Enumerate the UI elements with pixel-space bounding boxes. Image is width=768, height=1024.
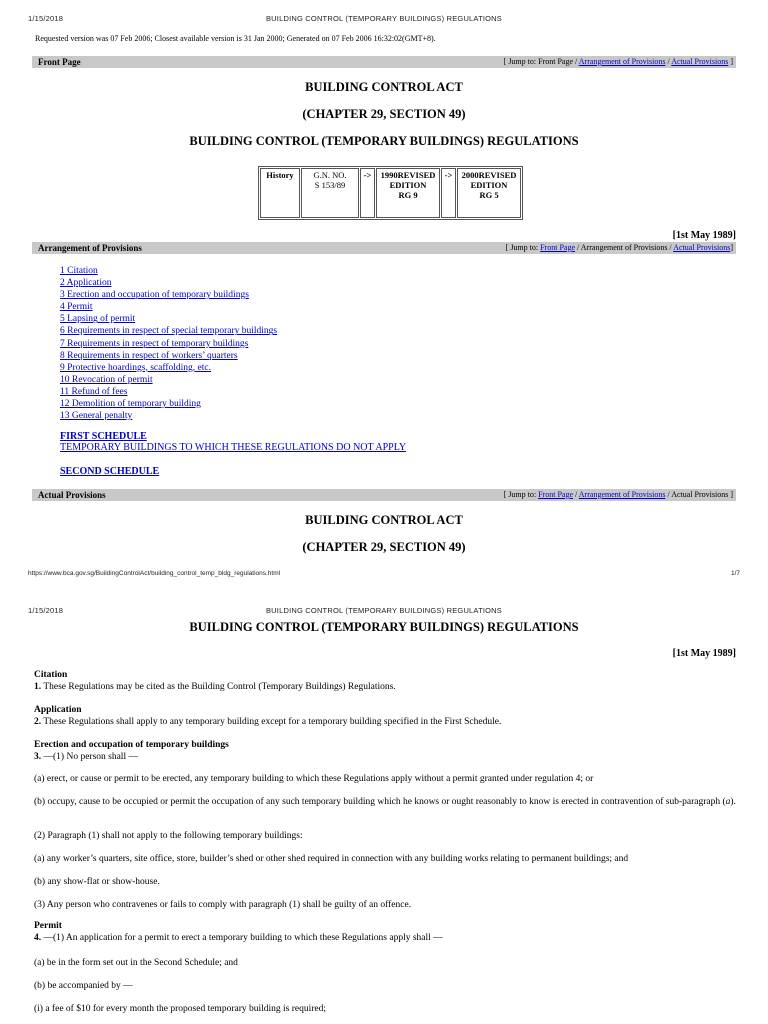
jump-text: [ Jump to: Front Page / (503, 57, 579, 66)
link-front-page[interactable]: Front Page (540, 243, 575, 252)
first-schedule-link[interactable]: FIRST SCHEDULE (60, 431, 147, 442)
toc-link-citation[interactable]: 1 Citation (60, 266, 98, 276)
arrangement-label: Arrangement of Provisions (38, 243, 142, 253)
clause-4-1-b: (b) be accompanied by — (34, 981, 133, 991)
jump-nav (504, 56, 733, 68)
edition-2000-cell (457, 168, 521, 218)
section-heading: Permit (34, 921, 62, 931)
toc-link-hoardings[interactable]: 9 Protective hoardings, scaffolding, etc. (60, 362, 211, 373)
ed1990-line1: 1990REVISED (380, 170, 436, 180)
jump-nav (506, 242, 733, 254)
section-text (34, 717, 736, 729)
section-number: 1. (34, 681, 42, 692)
footer-page-number: 1/7 (730, 570, 740, 577)
footer-url: https://www.bca.gov.sg/BuildingControlAct/building_control_temp_bldg_regulations.html (28, 570, 281, 577)
section-heading: Application (34, 705, 82, 715)
header-title: BUILDING CONTROL (TEMPORARY BUILDINGS) REGULATIONS (265, 14, 502, 23)
toc-link-erection[interactable]: 3 Erection and occupation of temporary buildings (60, 290, 249, 301)
second-schedule-link[interactable]: SECOND SCHEDULE (60, 466, 160, 477)
gn-line2: S 153/89 (314, 180, 346, 190)
jump-sep: / (573, 490, 579, 499)
jump-end: ] (728, 57, 733, 66)
clause-3-2-a: (a) any worker’s quarters, site office, store, builder’s shed or other shed required in connection with any building works relating to permanent buildings; and (34, 854, 629, 864)
section-body: These Regulations shall apply to any temporary building except for a temporary building specified in the First Schedule. (41, 716, 502, 727)
clause-4-1-b-i: (i) a fee of $10 for every month the proposed temporary building is required; (34, 1004, 327, 1014)
ed1990-line3: RG 9 (398, 190, 418, 200)
version-note: Requested version was 07 Feb 2006; Closest available version is 31 Jan 2000; Generated on 07 Feb 2006 16:32:02(GMT+8). (35, 34, 436, 43)
toc-link-demolition[interactable]: 12 Demolition of temporary building (60, 399, 201, 410)
provisions-list (60, 265, 277, 422)
jump-mid: / Arrangement of Provisions / (575, 243, 674, 252)
jump-text: [ Jump to: (505, 243, 541, 252)
clause-text: ). (730, 797, 736, 807)
history-label: History (260, 168, 300, 218)
clause-text: (b) occupy, cause to be occupied or permit the occupation of any such temporary building which he knows or ought reasonably to know is erected in contravention of sub-paragraph ( (34, 797, 726, 807)
arrow-cell: -> (441, 168, 456, 218)
act-title: BUILDING CONTROL ACT (305, 80, 463, 94)
link-actual-provisions[interactable]: Actual Provisions (673, 243, 731, 252)
section-text (34, 933, 736, 945)
chapter-line: (CHAPTER 29, SECTION 49) (302, 540, 466, 554)
gn-line1: G.N. NO. (313, 170, 347, 180)
edition-1990-cell (376, 168, 440, 218)
clause-italic: a (725, 797, 731, 807)
section-heading: Citation (34, 670, 68, 680)
toc-link-application[interactable]: 2 Application (60, 278, 112, 289)
arrangement-bar (32, 242, 736, 254)
ed2000-line3: RG 5 (479, 190, 499, 200)
effective-date: [1st May 1989] (672, 648, 736, 659)
gn-cell (301, 168, 359, 218)
clause-3-1-b (34, 797, 736, 809)
toc-link-temporary[interactable]: 7 Requirements in respect of temporary buildings (60, 338, 249, 349)
regulations-title: BUILDING CONTROL (TEMPORARY BUILDINGS) REGULATIONS (189, 620, 579, 634)
link-front-page[interactable]: Front Page (538, 490, 573, 499)
erection-section (34, 740, 736, 763)
citation-section (34, 670, 736, 693)
section-heading: Erection and occupation of temporary buildings (34, 740, 229, 750)
toc-link-permit[interactable]: 4 Permit (60, 302, 93, 313)
actual-provisions-label: Actual Provisions (38, 490, 106, 500)
application-section (34, 705, 736, 728)
toc-link-workers-quarters[interactable]: 8 Requirements in respect of workers’ quarters (60, 350, 238, 361)
clause-3-3: (3) Any person who contravenes or fails to comply with paragraph (1) shall be guilty of an offence. (34, 900, 412, 910)
toc-link-lapsing[interactable]: 5 Lapsing of permit (60, 314, 136, 325)
link-actual-provisions[interactable]: Actual Provisions (671, 57, 729, 66)
header-date: 1/15/2018 (28, 606, 64, 615)
clause-3-1-a: (a) erect, or cause or permit to be erected, any temporary building to which these Regulations apply without a permit granted under regulation 4; or (34, 774, 594, 784)
ed2000-line1: 2000REVISED (461, 170, 517, 180)
section-body: —(1) No person shall — (41, 751, 138, 762)
clause-3-2-b: (b) any show-flat or show-house. (34, 877, 160, 887)
section-text (34, 682, 736, 694)
front-page-label: Front Page (38, 57, 81, 67)
header-date: 1/15/2018 (28, 14, 64, 23)
jump-sep: / (665, 57, 672, 66)
arrow-cell: -> (360, 168, 375, 218)
link-arrangement[interactable]: Arrangement of Provisions (578, 57, 666, 66)
link-arrangement[interactable]: Arrangement of Provisions (578, 490, 666, 499)
jump-text: [ Jump to: (503, 490, 539, 499)
second-schedule (60, 466, 159, 477)
jump-nav (504, 489, 733, 501)
front-page-bar (32, 56, 736, 68)
section-body: —(1) An application for a permit to erect a temporary building to which these Regulations apply shall — (41, 932, 443, 943)
regulations-title: BUILDING CONTROL (TEMPORARY BUILDINGS) REGULATIONS (189, 134, 579, 148)
clause-3-2: (2) Paragraph (1) shall not apply to the following temporary buildings: (34, 831, 303, 841)
toc-link-revocation[interactable]: 10 Revocation of permit (60, 374, 153, 385)
jump-end: ] (730, 243, 733, 252)
effective-date: [1st May 1989] (672, 230, 736, 241)
permit-section (34, 921, 736, 944)
ed1990-line2: EDITION (389, 180, 427, 190)
section-number: 2. (34, 716, 42, 727)
clause-4-1-a: (a) be in the form set out in the Second Schedule; and (34, 958, 238, 968)
chapter-line: (CHAPTER 29, SECTION 49) (302, 107, 466, 121)
toc-link-refund[interactable]: 11 Refund of fees (60, 386, 128, 397)
ed2000-line2: EDITION (470, 180, 508, 190)
section-text (34, 752, 736, 764)
section-number: 3. (34, 751, 42, 762)
first-schedule (60, 431, 406, 453)
toc-link-special-temporary[interactable]: 6 Requirements in respect of special temporary buildings (60, 326, 278, 337)
actual-provisions-bar (32, 489, 736, 501)
history-table (258, 166, 523, 220)
jump-end: / Actual Provisions ] (665, 490, 733, 499)
section-number: 4. (34, 932, 42, 943)
section-body: These Regulations may be cited as the Building Control (Temporary Buildings) Regulations. (41, 681, 396, 692)
first-schedule-desc-link[interactable]: TEMPORARY BUILDINGS TO WHICH THESE REGULATIONS DO NOT APPLY (60, 442, 407, 453)
toc-link-penalty[interactable]: 13 General penalty (60, 411, 133, 422)
act-title: BUILDING CONTROL ACT (305, 513, 463, 527)
header-title: BUILDING CONTROL (TEMPORARY BUILDINGS) REGULATIONS (265, 606, 502, 615)
